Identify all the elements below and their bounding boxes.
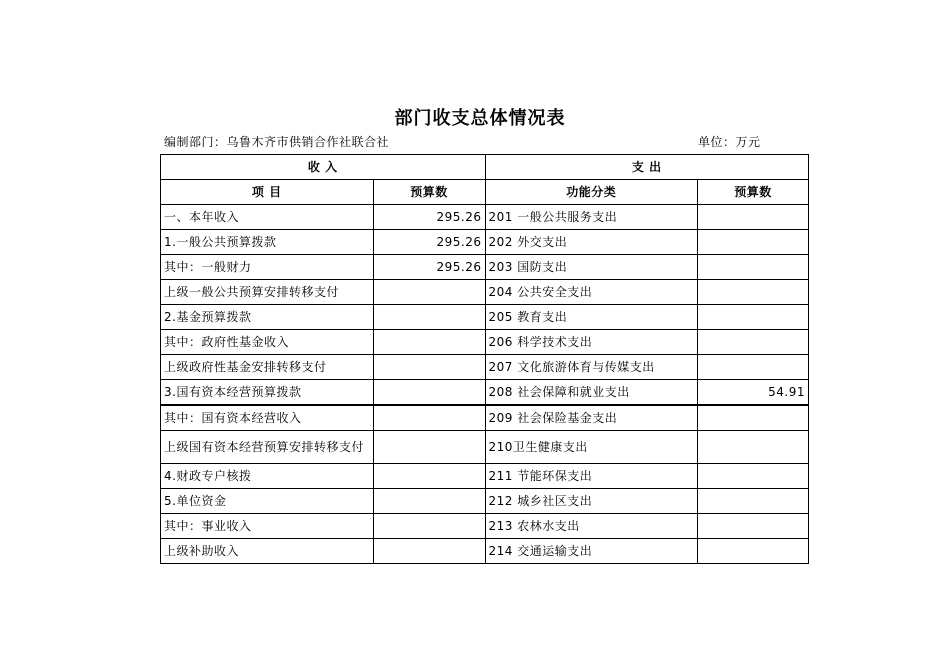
function-class-column-header[interactable]: 功能分类 bbox=[485, 180, 698, 205]
function-class-cell[interactable]: 213 农林水支出 bbox=[485, 514, 698, 539]
budget-column-header[interactable]: 预算数 bbox=[373, 180, 485, 205]
income-item-cell[interactable]: 5.单位资金 bbox=[161, 489, 374, 514]
income-budget-cell[interactable] bbox=[373, 380, 485, 406]
function-class-cell[interactable]: 205 教育支出 bbox=[485, 305, 698, 330]
income-budget-cell[interactable] bbox=[373, 464, 485, 489]
income-item-cell[interactable]: 其中：事业收入 bbox=[161, 514, 374, 539]
function-class-cell[interactable]: 209 社会保险基金支出 bbox=[485, 405, 698, 431]
function-class-cell[interactable]: 201 一般公共服务支出 bbox=[485, 205, 698, 230]
expense-budget-cell[interactable] bbox=[698, 355, 809, 380]
table-row bbox=[161, 230, 809, 255]
income-item-cell[interactable]: 其中：国有资本经营收入 bbox=[161, 405, 374, 431]
function-class-cell[interactable]: 212 城乡社区支出 bbox=[485, 489, 698, 514]
function-class-cell[interactable]: 210卫生健康支出 bbox=[485, 431, 698, 464]
table-row bbox=[161, 330, 809, 355]
income-budget-cell[interactable] bbox=[373, 305, 485, 330]
column-header-row bbox=[161, 180, 809, 205]
income-budget-cell[interactable] bbox=[373, 405, 485, 431]
income-item-cell[interactable]: 1.一般公共预算拨款 bbox=[161, 230, 374, 255]
function-class-cell[interactable]: 203 国防支出 bbox=[485, 255, 698, 280]
table-row bbox=[161, 464, 809, 489]
income-budget-cell[interactable] bbox=[373, 489, 485, 514]
expense-budget-cell[interactable]: 54.91 bbox=[698, 380, 809, 406]
table-row bbox=[161, 280, 809, 305]
function-class-cell[interactable]: 211 节能环保支出 bbox=[485, 464, 698, 489]
function-class-cell[interactable]: 202 外交支出 bbox=[485, 230, 698, 255]
income-budget-cell[interactable] bbox=[373, 431, 485, 464]
item-column-header[interactable]: 项 目 bbox=[161, 180, 374, 205]
expense-header[interactable]: 支 出 bbox=[485, 155, 809, 180]
table-row bbox=[161, 380, 809, 406]
function-class-cell[interactable]: 208 社会保障和就业支出 bbox=[485, 380, 698, 406]
department-label: 编制部门：乌鲁木齐市供销合作社联合社 bbox=[164, 135, 390, 149]
table-row bbox=[161, 431, 809, 464]
table-row bbox=[161, 539, 809, 564]
expense-budget-cell[interactable] bbox=[698, 280, 809, 305]
expense-budget-cell[interactable] bbox=[698, 464, 809, 489]
unit-label: 单位：万元 bbox=[698, 135, 761, 149]
table-row bbox=[161, 255, 809, 280]
income-budget-cell[interactable] bbox=[373, 355, 485, 380]
income-item-cell[interactable]: 上级一般公共预算安排转移支付 bbox=[161, 280, 374, 305]
table-row bbox=[161, 405, 809, 431]
budget-table bbox=[160, 154, 809, 564]
income-budget-cell[interactable] bbox=[373, 514, 485, 539]
income-item-cell[interactable]: 其中：政府性基金收入 bbox=[161, 330, 374, 355]
income-budget-cell[interactable]: 295.26 bbox=[373, 205, 485, 230]
income-item-cell[interactable]: 上级国有资本经营预算安排转移支付 bbox=[161, 431, 374, 464]
income-header[interactable]: 收 入 bbox=[161, 155, 486, 180]
expense-budget-cell[interactable] bbox=[698, 489, 809, 514]
income-item-cell[interactable]: 一、本年收入 bbox=[161, 205, 374, 230]
table-row bbox=[161, 205, 809, 230]
page-title: 部门收支总体情况表 bbox=[394, 108, 566, 129]
income-item-cell[interactable]: 上级政府性基金安排转移支付 bbox=[161, 355, 374, 380]
income-budget-cell[interactable]: 295.26 bbox=[373, 255, 485, 280]
function-class-cell[interactable]: 206 科学技术支出 bbox=[485, 330, 698, 355]
income-item-cell[interactable]: 3.国有资本经营预算拨款 bbox=[161, 380, 374, 406]
income-budget-cell[interactable]: 295.26 bbox=[373, 230, 485, 255]
expense-budget-cell[interactable] bbox=[698, 305, 809, 330]
expense-budget-cell[interactable] bbox=[698, 539, 809, 564]
expense-budget-cell[interactable] bbox=[698, 255, 809, 280]
income-item-cell[interactable]: 2.基金预算拨款 bbox=[161, 305, 374, 330]
section-header-row bbox=[161, 155, 809, 180]
function-class-cell[interactable]: 207 文化旅游体育与传媒支出 bbox=[485, 355, 698, 380]
table-row bbox=[161, 355, 809, 380]
table-row bbox=[161, 514, 809, 539]
income-item-cell[interactable]: 4.财政专户核拨 bbox=[161, 464, 374, 489]
income-item-cell[interactable]: 上级补助收入 bbox=[161, 539, 374, 564]
income-budget-cell[interactable] bbox=[373, 280, 485, 305]
function-class-cell[interactable]: 214 交通运输支出 bbox=[485, 539, 698, 564]
income-budget-cell[interactable] bbox=[373, 539, 485, 564]
function-class-cell[interactable]: 204 公共安全支出 bbox=[485, 280, 698, 305]
expense-budget-cell[interactable] bbox=[698, 405, 809, 431]
table-row bbox=[161, 305, 809, 330]
expense-budget-cell[interactable] bbox=[698, 205, 809, 230]
budget2-column-header[interactable]: 预算数 bbox=[698, 180, 809, 205]
expense-budget-cell[interactable] bbox=[698, 230, 809, 255]
expense-budget-cell[interactable] bbox=[698, 330, 809, 355]
expense-budget-cell[interactable] bbox=[698, 514, 809, 539]
table-row bbox=[161, 489, 809, 514]
income-budget-cell[interactable] bbox=[373, 330, 485, 355]
expense-budget-cell[interactable] bbox=[698, 431, 809, 464]
income-item-cell[interactable]: 其中：一般财力 bbox=[161, 255, 374, 280]
